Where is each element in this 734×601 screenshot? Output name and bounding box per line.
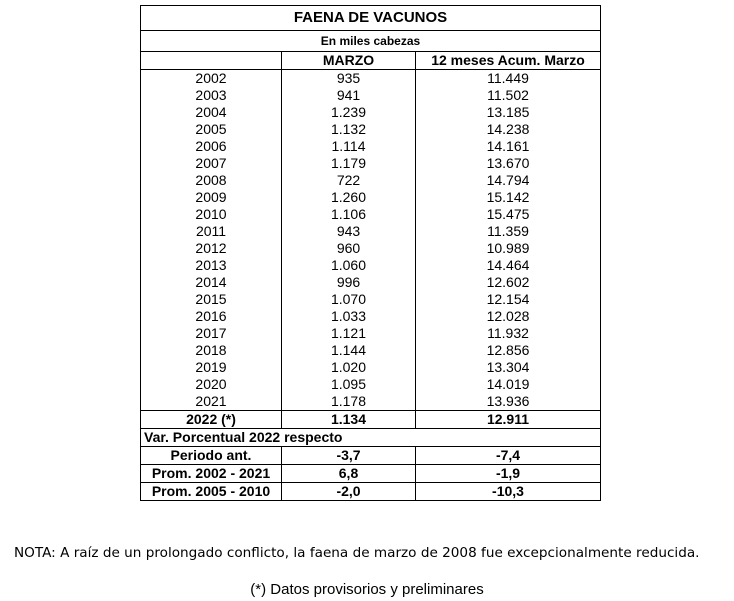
- cell-acum: 11.359: [416, 223, 601, 240]
- header-acum: 12 meses Acum. Marzo: [416, 52, 601, 70]
- cell-year: 2005: [141, 121, 282, 138]
- cell-acum: 14.238: [416, 121, 601, 138]
- cell-year: 2020: [141, 376, 282, 393]
- cell-marzo: 1.095: [282, 376, 416, 393]
- variation-acum: -1,9: [416, 465, 601, 483]
- table-row: [141, 87, 601, 104]
- cell-marzo: 1.134: [282, 411, 416, 429]
- cell-marzo: 943: [282, 223, 416, 240]
- cell-acum: 14.161: [416, 138, 601, 155]
- cell-marzo: 1.121: [282, 325, 416, 342]
- cell-acum: 13.185: [416, 104, 601, 121]
- cell-year: 2018: [141, 342, 282, 359]
- cell-year: 2008: [141, 172, 282, 189]
- cell-year: 2010: [141, 206, 282, 223]
- cell-acum: 12.154: [416, 291, 601, 308]
- cell-acum: 11.502: [416, 87, 601, 104]
- cell-acum: 11.932: [416, 325, 601, 342]
- cell-acum: 14.464: [416, 257, 601, 274]
- cell-marzo: 941: [282, 87, 416, 104]
- cell-marzo: 1.144: [282, 342, 416, 359]
- variation-marzo: -3,7: [282, 447, 416, 465]
- faena-vacunos-table: [140, 5, 601, 501]
- cell-year: 2017: [141, 325, 282, 342]
- header-marzo: MARZO: [282, 52, 416, 70]
- table-row: [141, 104, 601, 121]
- table-row: [141, 308, 601, 325]
- table-row: [141, 70, 601, 88]
- cell-year: 2015: [141, 291, 282, 308]
- cell-marzo: 996: [282, 274, 416, 291]
- cell-marzo: 1.060: [282, 257, 416, 274]
- variation-row: [141, 465, 601, 483]
- cell-marzo: 1.132: [282, 121, 416, 138]
- cell-acum: 13.936: [416, 393, 601, 411]
- cell-acum: 13.304: [416, 359, 601, 376]
- variation-acum: -7,4: [416, 447, 601, 465]
- cell-year: 2011: [141, 223, 282, 240]
- table-row: [141, 376, 601, 393]
- cell-acum: 14.019: [416, 376, 601, 393]
- table-row: [141, 138, 601, 155]
- table-row: [141, 121, 601, 138]
- cell-acum: 11.449: [416, 70, 601, 88]
- cell-acum: 10.989: [416, 240, 601, 257]
- table-row: [141, 342, 601, 359]
- cell-marzo: 1.239: [282, 104, 416, 121]
- cell-acum: 15.475: [416, 206, 601, 223]
- cell-marzo: 722: [282, 172, 416, 189]
- cell-year: 2013: [141, 257, 282, 274]
- table-row: [141, 206, 601, 223]
- cell-year: 2004: [141, 104, 282, 121]
- table-row: [141, 411, 601, 429]
- table-row: [141, 189, 601, 206]
- cell-marzo: 1.106: [282, 206, 416, 223]
- cell-year: 2003: [141, 87, 282, 104]
- cell-marzo: 1.179: [282, 155, 416, 172]
- variation-header-row: [141, 429, 601, 447]
- variation-label: Var. Porcentual 2022 respecto: [141, 429, 601, 447]
- table-row: [141, 291, 601, 308]
- table-row: [141, 240, 601, 257]
- cell-year: 2012: [141, 240, 282, 257]
- cell-marzo: 1.070: [282, 291, 416, 308]
- cell-marzo: 1.178: [282, 393, 416, 411]
- cell-year: 2009: [141, 189, 282, 206]
- table-row: [141, 359, 601, 376]
- variation-marzo: -2,0: [282, 483, 416, 501]
- table-title: FAENA DE VACUNOS: [141, 6, 601, 31]
- table-row: [141, 393, 601, 411]
- cell-acum: 12.856: [416, 342, 601, 359]
- cell-marzo: 1.114: [282, 138, 416, 155]
- cell-acum: 12.602: [416, 274, 601, 291]
- cell-acum: 12.911: [416, 411, 601, 429]
- cell-year: 2007: [141, 155, 282, 172]
- cell-year: 2014: [141, 274, 282, 291]
- cell-marzo: 960: [282, 240, 416, 257]
- cell-acum: 13.670: [416, 155, 601, 172]
- cell-year: 2016: [141, 308, 282, 325]
- table-row: [141, 325, 601, 342]
- cell-year: 2002: [141, 70, 282, 88]
- cell-marzo: 935: [282, 70, 416, 88]
- variation-acum: -10,3: [416, 483, 601, 501]
- cell-year: 2021: [141, 393, 282, 411]
- note-text: NOTA: A raíz de un prolongado conflicto, la faena de marzo de 2008 fue excepcionalmente reducida.: [14, 545, 700, 561]
- variation-marzo: 6,8: [282, 465, 416, 483]
- variation-label: Prom. 2005 - 2010: [141, 483, 282, 501]
- table-subtitle: En miles cabezas: [141, 31, 601, 52]
- variation-row: [141, 447, 601, 465]
- cell-year: 2019: [141, 359, 282, 376]
- cell-acum: 15.142: [416, 189, 601, 206]
- cell-acum: 14.794: [416, 172, 601, 189]
- cell-marzo: 1.260: [282, 189, 416, 206]
- cell-acum: 12.028: [416, 308, 601, 325]
- variation-label: Prom. 2002 - 2021: [141, 465, 282, 483]
- table-row: [141, 257, 601, 274]
- cell-year: 2006: [141, 138, 282, 155]
- table-row: [141, 172, 601, 189]
- cell-marzo: 1.020: [282, 359, 416, 376]
- variation-row: [141, 483, 601, 501]
- cell-marzo: 1.033: [282, 308, 416, 325]
- table-row: [141, 223, 601, 240]
- variation-label: Periodo ant.: [141, 447, 282, 465]
- footnote-text: (*) Datos provisorios y preliminares: [250, 581, 484, 598]
- table-row: [141, 155, 601, 172]
- header-year: [141, 52, 282, 70]
- cell-year: 2022 (*): [141, 411, 282, 429]
- table-row: [141, 274, 601, 291]
